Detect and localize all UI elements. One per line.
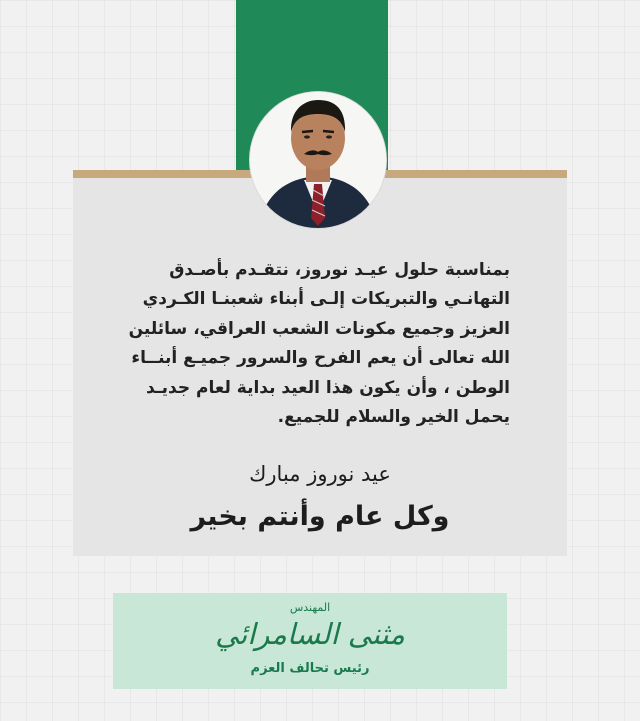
message-line: التهانـي والتبريكات إلـى أبناء شعبنـا الكـردي bbox=[142, 289, 510, 310]
message-line: يحمل الخير والسلام للجميع. bbox=[277, 407, 510, 428]
greeting-nowruz: عيد نوروز مبارك bbox=[249, 462, 391, 486]
signature-role: رئيس تحالف العزم bbox=[250, 661, 370, 676]
signature-box bbox=[113, 593, 507, 689]
message-line: العزيز وجميع مكونات الشعب العراقي، سائلين bbox=[128, 318, 510, 339]
portrait-illustration bbox=[250, 92, 386, 228]
message-body bbox=[100, 256, 510, 432]
message-line: الله تعالى أن يعم الفرح والسرور جميـع أبنــاء bbox=[131, 348, 510, 369]
portrait-photo bbox=[250, 92, 386, 228]
greeting-wishes: وكل عام وأنتم بخير bbox=[190, 501, 450, 532]
signature-name: مثنى السامرائي bbox=[215, 617, 405, 651]
message-line: الوطن ، وأن يكون هذا العيد بداية لعام جديـد bbox=[146, 377, 510, 398]
message-line: بمناسبة حلول عيـد نوروز، نتقـدم بأصـدق bbox=[169, 260, 510, 280]
signature-title: المهندس bbox=[289, 601, 331, 614]
